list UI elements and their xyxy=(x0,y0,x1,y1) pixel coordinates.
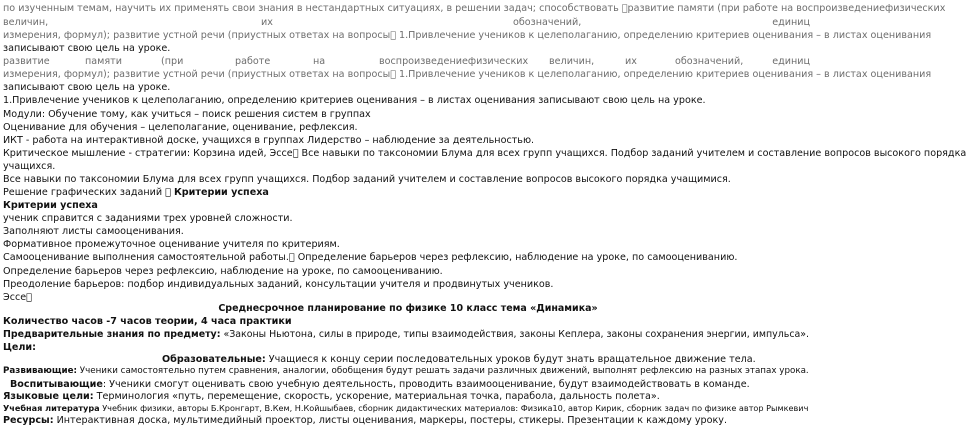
word-velichin-2: величин, xyxy=(549,56,595,68)
upbringing-value: : Ученики смогут оценивать свою учебную деятельность, проводить взаимооценивание, будут взаимодействовать в команде. xyxy=(102,378,750,390)
language-goal-line xyxy=(3,390,660,403)
text-line-11: ИКТ - работа на интерактивной доске, учащихся в группах Лидерство – наблюдение за деятельностью. xyxy=(3,134,535,146)
word-na: на xyxy=(313,56,326,68)
hours-line: Количество часов -7 часов теории, 4 часа практики xyxy=(3,315,292,327)
educational-goal-line xyxy=(162,353,756,366)
text-line-8: 1.Привлечение учеников к целеполаганию, определению критериев оценивания – в листах оценивания записывают свою цель на уроке. xyxy=(3,95,706,107)
word-pri: (при xyxy=(161,56,184,68)
text-line-15 xyxy=(3,186,269,199)
developing-label: Развивающие: xyxy=(3,366,77,377)
upbringing-goal-line xyxy=(10,378,750,391)
language-value: Терминология «путь, перемещение, скорость, ускорение, материальная точка, парабола, дальность полета». xyxy=(93,390,660,402)
text-line-13: учащихся. xyxy=(3,160,56,172)
prior-knowledge-label: Предварительные знания по предмету: xyxy=(3,329,221,340)
text-line-12: Критическое мышление - стратегии: Корзина идей, Эссе Все навыки по таксономии Блума для всех групп учащихся. Подбор заданий учителем и составление вопросов высокого порядка xyxy=(3,147,961,159)
text-line-20: Самооценивание выполнения самостоятельной работы. Определение барьеров через рефлексию, наблюдение на уроке, по самооцениванию. xyxy=(3,252,732,264)
text-line-10: Оценивание для обучения – целеполагание, оценивание, рефлексия. xyxy=(3,121,358,133)
text-line-5 xyxy=(3,55,810,68)
text-segment: Решение графических заданий xyxy=(3,187,166,198)
educational-label: Образовательные: xyxy=(162,354,266,366)
resources-line xyxy=(3,414,727,427)
prior-knowledge-value: «Законы Ньютона, силы в природе, типы взаимодействия, законы Кеплера, законы сохранения энергии, импульса». xyxy=(220,329,810,340)
text-line-18: Заполняют листы самооценивания. xyxy=(3,226,184,238)
text-line-19: Формативное промежуточное оценивание учителя по критериям. xyxy=(3,239,340,251)
word-razvitie: развитие xyxy=(3,56,50,68)
text-segment-bold: Критерии успеха xyxy=(165,187,261,198)
developing-goal-line xyxy=(3,365,809,378)
prior-knowledge-line xyxy=(3,328,809,341)
word-pamyati: памяти xyxy=(85,56,122,68)
language-label: Языковые цели: xyxy=(3,390,94,402)
text-line-22: Преодоление барьеров: подбор индивидуальных заданий, консультации учителя и продвинутых учеников. xyxy=(3,278,554,290)
literature-value: Учебник физики, авторы Б.Кронгарт, В.Кем, Н.Койшыбаев, сборник дидактических материалов: Физика10, автор Кирик, сборник задач по физике автор Рымкевич xyxy=(99,402,809,413)
word-ikh: их xyxy=(261,16,273,28)
word-vosproizvedenie: воспроизведениефизических xyxy=(379,56,529,68)
word-rabote: работе xyxy=(235,56,271,68)
developing-value: Ученики самостоятельно путем сравнения, аналогии, обобщения будут решать задачи различных движений, выполнят рефлексию на разных этапах урока. xyxy=(77,366,809,377)
text-line-14: Все навыки по таксономии Блума для всех групп учащихся. Подбор заданий учителем и составление вопросов высокого порядка учащимися. xyxy=(3,173,731,185)
word-oboznacheniy: обозначений, xyxy=(513,16,582,28)
word-edinits: единиц xyxy=(772,16,810,28)
text-line-6: измерения, формул); развитие устной речи (приустных ответах на вопросы 1.Привлечение учеников к целеполаганию, определению критериев оценивания – в листах оценивания xyxy=(3,69,926,81)
word-ikh-2: их xyxy=(625,56,637,68)
text-line-23: Эссе xyxy=(3,291,27,303)
text-line-21: Определение барьеров через рефлексию, наблюдение на уроке, по самооцениванию. xyxy=(3,265,443,277)
plan-title: Среднесрочное планирование по физике 10 класс тема «Динамика» xyxy=(218,302,598,314)
heading-criteria: Критерии успеха xyxy=(3,200,98,212)
text-line-1: по изученным темам, научить их применять свои знания в нестандартных ситуациях, в решении задач; способствовать развитие памяти (при работе на воспроизведениефизических xyxy=(3,2,940,14)
resources-value: Интерактивная доска, мультимедийный проектор, листы оценивания, маркеры, постеры, стикеры. Презентации к каждому уроку. xyxy=(53,415,728,426)
literature-label: Учебная литература xyxy=(3,402,100,413)
text-line-17: ученик справится с заданиями трех уровней сложности. xyxy=(3,213,293,225)
text-line-4: записывают свою цель на уроке. xyxy=(3,43,171,55)
word-velichin: величин, xyxy=(3,16,49,28)
text-line-2 xyxy=(3,16,810,29)
word-edinits-2: единиц xyxy=(772,56,810,68)
text-line-3: измерения, формул); развитие устной речи (приустных ответах на вопросы 1.Привлечение учеников к целеполаганию, определению критериев оценивания – в листах оценивания xyxy=(3,30,926,41)
word-oboznacheniy-2: обозначений, xyxy=(675,56,744,68)
educational-value: Учащиеся к концу серии последовательных уроков будут знать вращательное движение тела. xyxy=(265,354,756,366)
text-line-9: Модули: Обучение тому, как учиться – поиск решения систем в группах xyxy=(3,108,371,120)
upbringing-label: Воспитывающие xyxy=(10,378,103,390)
text-line-7: записывают свою цель на уроке. xyxy=(3,82,171,94)
goals-heading: Цели: xyxy=(3,342,36,354)
resources-label: Ресурсы: xyxy=(3,415,54,426)
literature-line xyxy=(3,402,808,415)
